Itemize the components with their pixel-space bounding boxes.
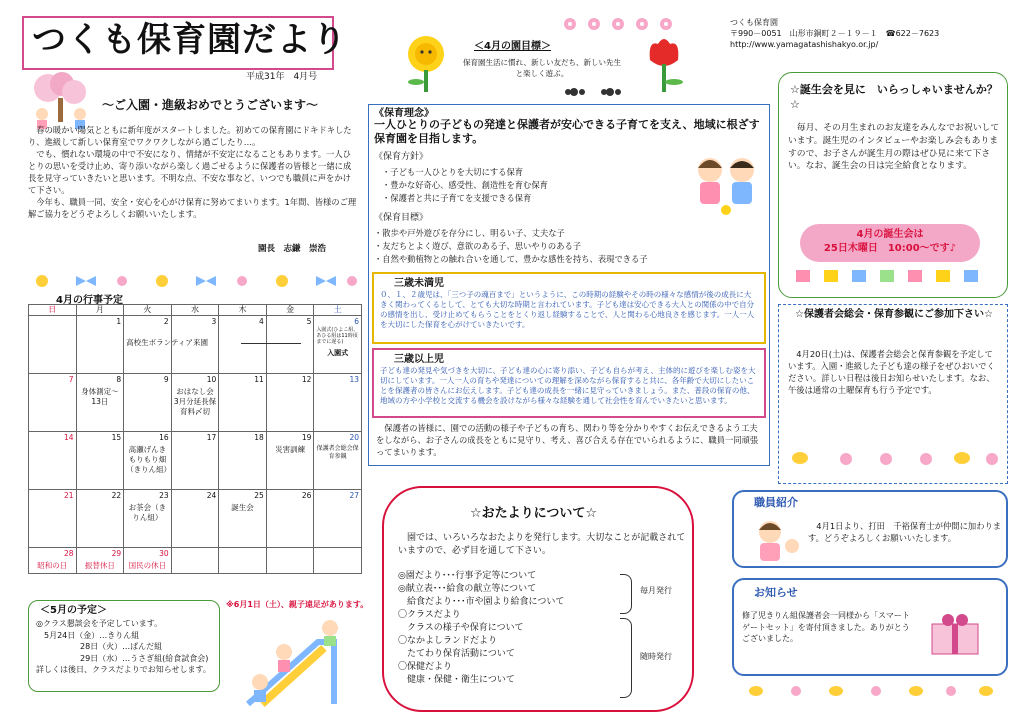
day-number: 8 bbox=[116, 375, 122, 385]
org-info bbox=[730, 18, 985, 50]
newsletter-info-title: ☆おたよりについて☆ bbox=[470, 506, 598, 521]
day-number: 13 bbox=[349, 375, 359, 385]
weekday-header: 木 bbox=[219, 305, 267, 316]
calendar-day bbox=[314, 374, 362, 432]
list-item: 5月24日（金）…きりん組 bbox=[44, 630, 140, 640]
monthly-goal-title: ＜4月の園目標＞ bbox=[474, 41, 551, 52]
staff-title: 職員紹介 bbox=[754, 496, 798, 509]
day-event: 入園式 bbox=[327, 349, 349, 358]
ants-illustration bbox=[560, 84, 640, 100]
day-number: 18 bbox=[254, 433, 264, 443]
butterfly-decoration bbox=[786, 446, 1002, 472]
newsletter-list bbox=[398, 570, 638, 687]
calendar-day bbox=[76, 548, 124, 574]
list-item: クラスの様子や保育について bbox=[398, 623, 524, 634]
birthday-date-line: 4月の誕生会は bbox=[856, 229, 924, 240]
day-number: 9 bbox=[163, 375, 169, 385]
day-number: 29 bbox=[111, 549, 122, 559]
day-number: 27 bbox=[349, 491, 359, 501]
birthday-date bbox=[800, 228, 980, 256]
calendar-day bbox=[266, 374, 314, 432]
holiday-label: 振替休日 bbox=[84, 561, 115, 571]
greeting-paragraph: 今年も、職員一同、安全・安心を心がけ保育に努めてまいります。1年間、皆様のご理解ご協力をどうぞよろしくお願いいたします。 bbox=[28, 197, 357, 220]
list-item: たてわり保育活動について bbox=[398, 649, 515, 660]
day-number: 6 bbox=[354, 317, 359, 327]
calendar-day bbox=[29, 432, 77, 490]
birthday-date-line: 25日木曜日 10:00～です♪ bbox=[823, 243, 957, 254]
calendar-day bbox=[29, 374, 77, 432]
event-calendar bbox=[28, 304, 362, 574]
calendar-day bbox=[266, 316, 314, 374]
butterfly-footer-decoration bbox=[736, 684, 1008, 698]
day-event: 誕生会 bbox=[231, 503, 254, 513]
list-item: ◎献立表･･･給食の献立等について bbox=[398, 584, 537, 595]
sunflower-illustration bbox=[398, 30, 454, 96]
calendar-title: 4月の行事予定 bbox=[56, 295, 123, 306]
kids-illustration bbox=[690, 152, 762, 218]
page-title: つくも保育園だより bbox=[32, 20, 347, 60]
newsletter-info-lead: 園では、いろいろなおたよりを発行します。大切なことが記載されていますので、必ず目を通して下さい。 bbox=[398, 533, 686, 556]
greeting-body bbox=[28, 124, 358, 220]
weekday-header: 金 bbox=[266, 305, 314, 316]
day-number: 30 bbox=[159, 549, 169, 559]
policy-title: 《保育理念》 bbox=[374, 108, 434, 119]
calendar-day bbox=[266, 548, 314, 574]
under-three-box bbox=[372, 272, 766, 344]
calendar-day bbox=[219, 316, 267, 374]
day-number: 22 bbox=[111, 491, 122, 501]
day-number: 23 bbox=[159, 491, 169, 501]
volunteer-event: 高校生ボランティア来園 bbox=[126, 338, 209, 348]
day-event: 入園式(ひよこ組、あひる組は11時頃までに遅る) bbox=[316, 327, 359, 346]
day-number: 16 bbox=[159, 433, 169, 443]
list-item: 健康・保健・衛生について bbox=[398, 675, 515, 686]
day-number: 24 bbox=[206, 491, 217, 501]
occasional-issue-tag: 随時発行 bbox=[640, 652, 672, 661]
under-three-title: 三歳未満児 bbox=[394, 278, 444, 289]
calendar-week bbox=[29, 316, 362, 374]
day-number: 2 bbox=[163, 317, 169, 327]
day-number: 21 bbox=[64, 491, 74, 501]
weekday-header: 土 bbox=[314, 305, 362, 316]
day-number: 3 bbox=[211, 317, 217, 327]
staff-body: 4月1日より、打田 千裕保育士が仲間に加わります。どうぞよろしくお願いいたします。 bbox=[808, 521, 1002, 544]
list-item: 給食だより･･･市や園より給食について bbox=[398, 597, 565, 608]
calendar-day bbox=[76, 490, 124, 548]
party-garland-decoration bbox=[790, 264, 990, 286]
policy-list bbox=[382, 166, 548, 205]
day-number: 20 bbox=[349, 433, 359, 443]
care-goals-title: 《保育目標》 bbox=[374, 213, 429, 223]
greeting-paragraph: でも、慣れない環境の中で不安になり、情緒が不安定になることもあります。一人ひとりの思いを受け止め、寄り添いながら楽しく過ごせるように保護者の皆様と一緒に成長を見守っていきたいと思います。不明な点、不安な事など、いつでも職員に声をかけて下さい。 bbox=[28, 149, 352, 196]
list-item: 〇なかよしランドだより bbox=[398, 636, 498, 647]
day-number: 11 bbox=[254, 375, 264, 385]
calendar-day bbox=[219, 490, 267, 548]
over-three-body: 子ども達の発見や気づきを大切に、子ども達の心に寄り添い、子ども自らが考え、主体的に遊びを楽しむ姿を大切にしています。一人一人の育ちや発達についての理解を深めながら保育すると共に、各年齢で大切にしたいことを保護者の皆さんにお伝えします。子ども達の成長を一緒に見守っていきましょう。また、普段の保育の他、地域の方や小学校と交流する機会を設けながら様々な経験を通して社会性を育んでいきたいと思います。 bbox=[380, 366, 756, 406]
list-item: ・自然や動植物との触れ合いを通して、豊かな感性を持ち、表現できる子 bbox=[374, 253, 648, 264]
calendar-day bbox=[219, 374, 267, 432]
may-plan-title: ＜5月の予定＞ bbox=[40, 605, 107, 616]
day-event: お茶会（きりん組） bbox=[128, 503, 167, 522]
calendar-day bbox=[171, 316, 219, 374]
weekday-header: 日 bbox=[29, 305, 77, 316]
may-plan-body bbox=[36, 618, 218, 676]
calendar-day bbox=[219, 432, 267, 490]
org-name: つくも保育園 bbox=[730, 18, 778, 27]
policy-sub-title: 《保育方針》 bbox=[374, 152, 429, 162]
day-event: 身体測定～13日 bbox=[81, 387, 119, 406]
list-item: 〇保健だより bbox=[398, 662, 453, 673]
greeting-title: ～ご入園・進級おめでとうございます～ bbox=[102, 98, 319, 112]
flower-garland-decoration bbox=[560, 14, 690, 36]
calendar-day bbox=[314, 490, 362, 548]
day-event: 高瀬げんきもりもり畑（きりん組） bbox=[126, 445, 172, 474]
list-item: ・豊かな好奇心、感受性、創造性を育む保育 bbox=[382, 179, 548, 190]
weekday-header: 火 bbox=[124, 305, 172, 316]
notice-body: 修了児きりん組保護者会一同様から「スマートゲートセット」を寄付頂きました。ありがとうございました。 bbox=[742, 611, 910, 644]
holiday-label: 昭和の日 bbox=[37, 561, 68, 571]
list-item: ◎クラス懇談会を予定しています。 bbox=[36, 619, 163, 628]
teacher-illustration bbox=[748, 516, 804, 564]
calendar-day bbox=[29, 316, 77, 374]
list-item: ・散歩や戸外遊びを存分にし、明るい子、丈夫な子 bbox=[374, 228, 565, 238]
calendar-day bbox=[266, 432, 314, 490]
ribbon-garland-decoration bbox=[28, 274, 358, 288]
meeting-title: ☆保護者会総会・保育参観にご参加下さい☆ bbox=[795, 309, 993, 320]
day-number: 17 bbox=[206, 433, 217, 443]
playground-slide-illustration bbox=[238, 612, 368, 708]
org-address: 〒990－0051 山形市銅町２－１９－１ ☎622－7623 bbox=[730, 28, 940, 38]
cherry-tree-illustration bbox=[28, 70, 94, 130]
day-number: 12 bbox=[301, 375, 312, 385]
birthday-title: ☆誕生会を見に いらっしゃいませんか？☆ bbox=[790, 83, 998, 112]
meeting-body: 4月20日(土)は、保護者会総会と保育参観を予定しています。入園・進級した子ども達の様子をぜひおいでください。詳しい日程は後日お知らせいたします。なお、午後は通常の土曜保育も行う予定です。 bbox=[788, 349, 995, 396]
list-item: 詳しくは後日、クラスだよりでお知らせします。 bbox=[36, 665, 211, 675]
day-event: 保護者会総会保育参観 bbox=[316, 445, 359, 460]
calendar-day bbox=[76, 316, 124, 374]
calendar-day bbox=[171, 432, 219, 490]
day-number: 4 bbox=[259, 317, 264, 327]
calendar-day bbox=[76, 374, 124, 432]
over-three-title: 三歳以上児 bbox=[394, 354, 444, 365]
weekday-header: 月 bbox=[76, 305, 124, 316]
calendar-week bbox=[29, 374, 362, 432]
holiday-label: 国民の休日 bbox=[128, 561, 167, 571]
day-number: 19 bbox=[301, 433, 312, 443]
weekday-header: 水 bbox=[171, 305, 219, 316]
monthly-issue-tag: 毎月発行 bbox=[640, 586, 672, 595]
issue-date: 平成31年 4月号 bbox=[246, 72, 318, 82]
calendar-week bbox=[29, 432, 362, 490]
calendar-day bbox=[29, 548, 77, 574]
calendar-day bbox=[124, 490, 172, 548]
day-number: 28 bbox=[64, 549, 74, 559]
day-event: おはなし会 3月分延長保育料〆切 bbox=[173, 387, 222, 416]
monthly-goal-body: 保育園生活に慣れ、新しい友だち、新しい先生と楽しく遊ぶ。 bbox=[463, 58, 621, 78]
calendar-week bbox=[29, 548, 362, 574]
day-number: 1 bbox=[116, 317, 122, 327]
calendar-day bbox=[124, 432, 172, 490]
tulip-illustration bbox=[640, 34, 688, 96]
brace-any bbox=[620, 618, 632, 698]
org-url[interactable]: http://www.yamagatashishakyo.or.jp/ bbox=[730, 39, 879, 49]
day-number: 26 bbox=[301, 491, 312, 501]
gift-box-illustration bbox=[918, 604, 998, 660]
brace-monthly bbox=[620, 574, 632, 614]
notice-title: お知らせ bbox=[754, 586, 798, 599]
day-number: 25 bbox=[254, 491, 264, 501]
calendar-day bbox=[76, 432, 124, 490]
day-number: 14 bbox=[64, 433, 74, 443]
list-item: ・友だちとよく遊び、意欲のある子、思いやりのある子 bbox=[374, 240, 582, 251]
list-item: 28日（火）…ぱんだ組 bbox=[80, 642, 163, 652]
list-item: ◎園だより･･･行事予定等について bbox=[398, 571, 537, 581]
policy-lead: 一人ひとりの子どもの発達と保護者が安心できる子育てを支え、地域に根ざす保育園を目指します。 bbox=[374, 118, 760, 145]
over-three-box bbox=[372, 348, 766, 418]
calendar-week bbox=[29, 490, 362, 548]
care-goals-list bbox=[374, 227, 648, 266]
calendar-day bbox=[124, 548, 172, 574]
calendar-day bbox=[314, 548, 362, 574]
policy-footer: 保護者の皆様に、園での活動の様子や子どもの育ち、関わり等を分かりやすくお伝えできるよう工夫をしながら、お子さんの成長をともに見守り、考え、喜び合える存在でいられるように、職員一同頑張ってまいります。 bbox=[376, 423, 759, 458]
calendar-day bbox=[171, 548, 219, 574]
day-number: 5 bbox=[306, 317, 312, 327]
calendar-note: ※6月1日（土）、親子遠足があります。 bbox=[226, 600, 369, 609]
calendar-day bbox=[266, 490, 314, 548]
day-number: 15 bbox=[111, 433, 122, 443]
principal-signature: 園長 志鎌 崇浩 bbox=[258, 244, 327, 254]
day-number: 7 bbox=[68, 375, 74, 385]
list-item: 29日（水）…うさぎ組(給食試食会) bbox=[80, 653, 209, 663]
list-item: ・保護者と共に子育てを支援できる保育 bbox=[382, 192, 532, 203]
under-three-body: ０、１、２歳児は、「三つ子の魂百まで」というように、この時期の経験やその時の様々な感情が後の成長に大きく関わってくるとして、とても大切な時期と言われています。子ども達は安心できる大人との関係の中で自分の感情を出し、受け止めてもらうことをとくり返し経験することで、人と関わる心地良さを感じます。一人一人を大切にした保育を心がけていきたいです。 bbox=[380, 290, 755, 330]
calendar-day bbox=[124, 374, 172, 432]
calendar-day bbox=[171, 490, 219, 548]
list-item: ・子ども一人ひとりを大切にする保育 bbox=[382, 167, 524, 177]
calendar-day bbox=[171, 374, 222, 432]
list-item: 〇クラスだより bbox=[398, 610, 461, 621]
day-number: 10 bbox=[206, 375, 217, 385]
calendar-day bbox=[124, 316, 209, 374]
calendar-day bbox=[219, 548, 267, 574]
calendar-day bbox=[314, 432, 362, 490]
birthday-body: 毎月、その月生まれのお友達をみんなでお祝いしています。誕生児のインタビューやお楽しみ会もありますので、お子さんが誕生月の際はぜひ見に来て下さい。なお、誕生会の日は完全給食となります。 bbox=[788, 123, 1000, 172]
calendar-day bbox=[29, 490, 77, 548]
calendar-day bbox=[314, 316, 362, 374]
greeting-paragraph: 春の暖かい陽気とともに新年度がスタートしました。初めての保育園にドキドキしたり、進級して新しい保育室でワクワクしながら過ごしたり…。 bbox=[28, 125, 352, 148]
day-event: 災害訓練 bbox=[275, 445, 306, 455]
